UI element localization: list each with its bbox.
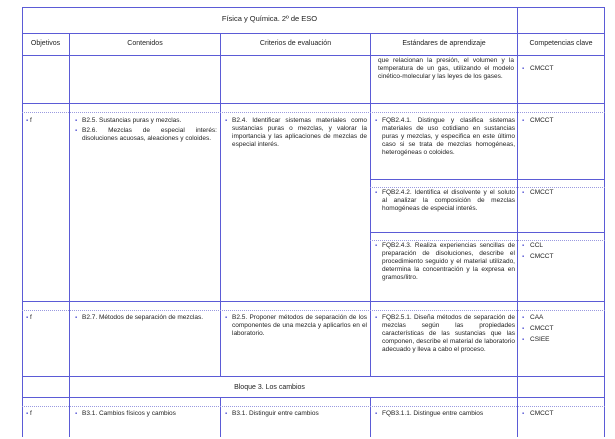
competencias-row1-2: ▪ CMCCT bbox=[522, 189, 554, 196]
bullet-icon: ▪ bbox=[522, 315, 525, 321]
bullet-icon: ▪ bbox=[225, 118, 228, 124]
criterio-row2: ▪ B2.5. Proponer métodos de separación de los componentes de una mezcla y aplicarlos en el laboratorio. bbox=[225, 314, 367, 337]
bullet-icon: ▪ bbox=[375, 118, 378, 124]
column-divider-contenidos-b3 bbox=[220, 397, 221, 437]
header-contenidos: Contenidos bbox=[127, 40, 163, 47]
header-divider bbox=[22, 55, 605, 56]
row-dotted-2 bbox=[22, 310, 605, 311]
standard-divider-1 bbox=[370, 179, 605, 180]
row-divider-3 bbox=[22, 376, 605, 377]
bullet-icon: ▪ bbox=[375, 190, 378, 196]
objetivo-row1: ▪ f bbox=[26, 117, 32, 124]
bullet-icon: ▪ bbox=[522, 190, 525, 196]
objetivo-row2: ▪ f bbox=[26, 314, 32, 321]
block-divider bbox=[22, 397, 605, 398]
estandar-row1-3: ▪ FQB2.4.3. Realiza experiencias sencillas de preparación de disoluciones, describe el procedimiento seguido y el material utilizado, determina la concentración y la expresa en gramos/litro. bbox=[375, 242, 515, 281]
bullet-icon: ▪ bbox=[75, 118, 78, 124]
estandar-row1-2: ▪ FQB2.4.2. Identifica el disolvente y el soluto al analizar la composición de mezclas homogéneas de especial interés. bbox=[375, 189, 515, 212]
bullet-icon: ▪ bbox=[75, 128, 78, 134]
header-objetivos: Objetivos bbox=[30, 40, 61, 47]
bullet-icon: ▪ bbox=[225, 315, 228, 321]
competencias-row3: ▪ CMCCT bbox=[522, 410, 554, 417]
estandar-row2: ▪ FQB2.5.1. Diseña métodos de separación de mezclas según las propiedades características de las sustancias que las componen, describe el material de laboratorio adecuado y lleva a cabo el proceso. bbox=[375, 314, 515, 353]
curriculum-table bbox=[22, 7, 605, 437]
criterio-row3: ▪ B3.1. Distinguir entre cambios bbox=[225, 410, 319, 417]
bullet-icon: ▪ bbox=[522, 243, 525, 249]
standard-continuation: que relacionan la presión, el volumen y la temperatura de un gas, utilizando el modelo cinético-molecular y las leyes de los gases. bbox=[378, 57, 514, 80]
row-divider-2 bbox=[22, 301, 605, 302]
competencias-row1-3: ▪ CCL ▪ CMCCT bbox=[522, 242, 554, 260]
objetivo-row3: ▪ f bbox=[26, 410, 32, 417]
contenidos-row2: ▪ B2.7. Métodos de separación de mezclas. bbox=[75, 314, 204, 321]
table-border-top bbox=[22, 7, 605, 8]
standard-dotted-2 bbox=[370, 240, 605, 241]
row-dotted-3 bbox=[22, 406, 605, 407]
header-estandares: Estándares de aprendizaje bbox=[402, 40, 486, 47]
bullet-icon: ▪ bbox=[522, 326, 525, 332]
table-border-left bbox=[22, 7, 23, 437]
header-competencias: Competencias clave bbox=[529, 40, 593, 47]
estandar-row1-1: ▪ FQB2.4.1. Distingue y clasifica sistemas materiales de uso cotidiano en sustancias puras y mezclas, y especifica en este último caso si se trata de mezclas homogéneas, heterogéneas o coloides. bbox=[375, 117, 515, 156]
header-criterios: Criterios de evaluación bbox=[259, 40, 332, 47]
bullet-icon: ▪ bbox=[75, 411, 78, 417]
row-dotted-1 bbox=[22, 112, 605, 113]
title-divider bbox=[22, 33, 605, 34]
bullet-icon: ▪ bbox=[375, 411, 378, 417]
table-border-right bbox=[604, 7, 605, 437]
column-divider-contenidos bbox=[220, 33, 221, 376]
bullet-icon: ▪ bbox=[522, 411, 525, 417]
column-divider-criterios-b3 bbox=[370, 397, 371, 437]
bullet-icon: ▪ bbox=[375, 315, 378, 321]
bullet-icon: ▪ bbox=[522, 66, 525, 72]
bullet-icon: ▪ bbox=[522, 337, 525, 343]
bullet-icon: ▪ bbox=[522, 118, 525, 124]
estandar-row3: ▪ FQB3.1.1. Distingue entre cambios bbox=[375, 410, 484, 417]
bullet-icon: ▪ bbox=[75, 315, 78, 321]
bullet-icon: ▪ bbox=[225, 411, 228, 417]
criterio-row1: ▪ B2.4. Identificar sistemas materiales como sustancias puras o mezclas, y valorar la importancia y las aplicaciones de mezclas de especial interés. bbox=[225, 117, 367, 148]
column-divider-competencias bbox=[517, 7, 518, 437]
standard-dotted-1 bbox=[370, 187, 605, 188]
row-divider-1 bbox=[22, 103, 605, 104]
column-divider-criterios bbox=[370, 33, 371, 376]
competencias-row0: ▪ CMCCT bbox=[522, 65, 554, 72]
competencias-row1-1: ▪ CMCCT bbox=[522, 117, 554, 124]
contenidos-row1: ▪ B2.5. Sustancias puras y mezclas. ▪ B2.6. Mezclas de especial interés: disoluciones acuosas, aleaciones y coloides. bbox=[75, 117, 217, 142]
standard-divider-2 bbox=[370, 232, 605, 233]
contenidos-row3: ▪ B3.1. Cambios físicos y cambios bbox=[75, 410, 176, 417]
block-title: Bloque 3. Los cambios bbox=[234, 384, 305, 391]
competencias-row2: ▪ CAA ▪ CMCCT ▪ CSIEE bbox=[522, 314, 554, 343]
bullet-icon: ▪ bbox=[522, 254, 525, 260]
bullet-icon: ▪ bbox=[375, 243, 378, 249]
table-title: Física y Química. 2º de ESO bbox=[221, 14, 318, 23]
